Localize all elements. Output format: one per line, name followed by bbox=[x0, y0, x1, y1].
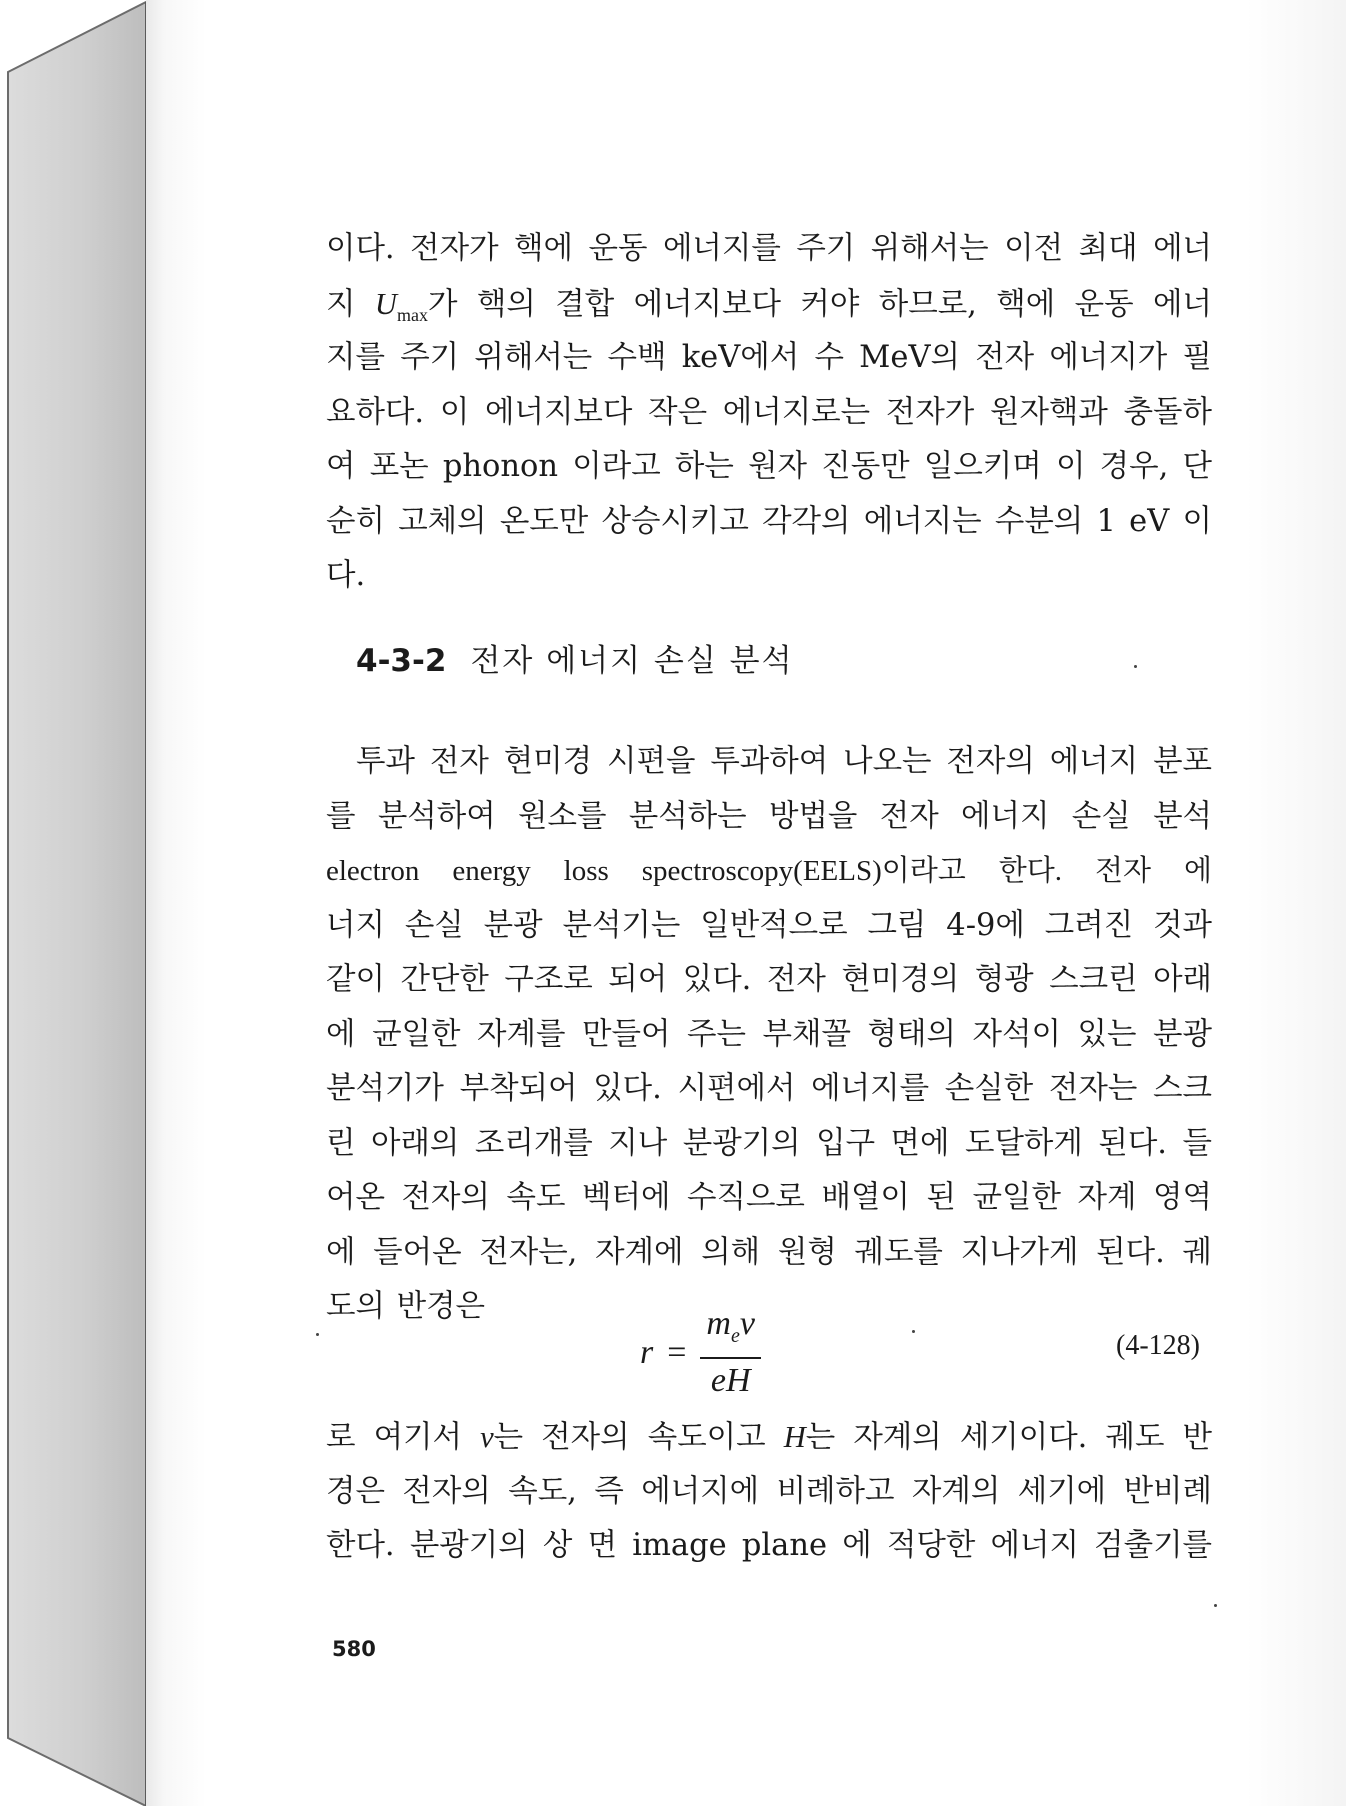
paragraph-2-line: electron energy loss spectroscopy(EELS)이라고 한다. 전자 에 bbox=[326, 855, 1212, 887]
equation-4-128 bbox=[640, 1305, 761, 1401]
paragraph-1-line: 순히 고체의 온도만 상승시키고 각각의 에너지는 수분의 1 eV 이 bbox=[326, 503, 1212, 539]
equation-equals: = bbox=[667, 1333, 687, 1371]
variable-v: v bbox=[480, 1420, 494, 1454]
text-run: 로 여기서 bbox=[326, 1420, 481, 1455]
equation-number: (4-128) bbox=[1116, 1330, 1200, 1361]
paragraph-2-line: 분석기가 부착되어 있다. 시편에서 에너지를 손실한 전자는 스크 bbox=[326, 1071, 1212, 1106]
text-run: 가 핵의 결합 에너지보다 커야 하므로, 핵에 운동 에너 bbox=[427, 286, 1212, 322]
section-title: 전자 에너지 손실 분석 bbox=[470, 643, 794, 679]
paragraph-2-line: 린 아래의 조리개를 지나 분광기의 입구 면에 도달하게 된다. 들 bbox=[326, 1125, 1212, 1161]
equation-fraction bbox=[700, 1305, 761, 1401]
page-number: 580 bbox=[332, 1637, 376, 1661]
text-run: 는 전자의 속도이고 bbox=[493, 1420, 784, 1455]
paragraph-2-line: 투과 전자 현미경 시편을 투과하여 나오는 전자의 에너지 분포 bbox=[356, 744, 1212, 779]
paragraph-2-line: 를 분석하여 원소를 분석하는 방법을 전자 에너지 손실 분석 bbox=[326, 798, 1212, 834]
variable-h: H bbox=[783, 1420, 806, 1454]
paragraph-2-line: 에 균일한 자계를 만들어 주는 부채꼴 형태의 자석이 있는 분광 bbox=[326, 1016, 1212, 1052]
scan-speck bbox=[316, 1333, 319, 1336]
scan-speck bbox=[1214, 1604, 1217, 1607]
text-run: 지 bbox=[326, 286, 375, 322]
paragraph-1-line: 다. bbox=[326, 558, 366, 593]
paragraph-1-line: 요하다. 이 에너지보다 작은 에너지로는 전자가 원자핵과 충돌하 bbox=[326, 394, 1212, 430]
paragraph-1-line bbox=[326, 277, 1212, 332]
subscript-max: max bbox=[396, 304, 428, 325]
numerator-m: m bbox=[706, 1305, 731, 1342]
numerator-v: v bbox=[739, 1305, 755, 1342]
equation-lhs: r bbox=[640, 1333, 654, 1371]
paragraph-3-line bbox=[326, 1410, 1212, 1465]
paragraph-2-line: 같이 간단한 구조로 되어 있다. 전자 현미경의 형광 스크린 아래 bbox=[326, 962, 1212, 997]
paragraph-1 bbox=[326, 222, 1212, 604]
section-number: 4-3-2 bbox=[356, 643, 447, 679]
text-run: 는 자계의 세기이다. 궤도 반 bbox=[805, 1420, 1212, 1455]
paragraph-2 bbox=[326, 735, 1212, 1335]
fraction-denominator: eH bbox=[710, 1361, 751, 1399]
variable-u: U bbox=[374, 286, 397, 321]
paragraph-3-line: 한다. 분광기의 상 면 image plane 에 적당한 에너지 검출기를 bbox=[326, 1528, 1212, 1563]
paragraph-2-line: 도의 반경은 bbox=[326, 1289, 486, 1324]
section-heading bbox=[356, 635, 794, 680]
scan-speck bbox=[912, 1330, 915, 1333]
paragraph-1-line: 이다. 전자가 핵에 운동 에너지를 주기 위해서는 이전 최대 에너 bbox=[326, 231, 1212, 266]
paragraph-2-line: 어온 전자의 속도 벡터에 수직으로 배열이 된 균일한 자계 영역 bbox=[326, 1180, 1212, 1215]
paragraph-1-line: 여 포논 phonon 이라고 하는 원자 진동만 일으키며 이 경우, 단 bbox=[326, 449, 1212, 484]
paragraph-3 bbox=[326, 1410, 1212, 1574]
paragraph-3-line: 경은 전자의 속도, 즉 에너지에 비례하고 자계의 세기에 반비례 bbox=[326, 1473, 1212, 1509]
fraction-numerator bbox=[700, 1305, 761, 1359]
numerator-subscript: e bbox=[730, 1324, 740, 1347]
paragraph-1-line: 지를 주기 위해서는 수백 keV에서 수 MeV의 전자 에너지가 필 bbox=[326, 340, 1212, 375]
paragraph-2-line: 너지 손실 분광 분석기는 일반적으로 그림 4-9에 그려진 것과 bbox=[326, 907, 1212, 943]
scan-speck bbox=[1134, 665, 1137, 668]
paragraph-2-line: 에 들어온 전자는, 자계에 의해 원형 궤도를 지나가게 된다. 궤 bbox=[326, 1234, 1212, 1270]
